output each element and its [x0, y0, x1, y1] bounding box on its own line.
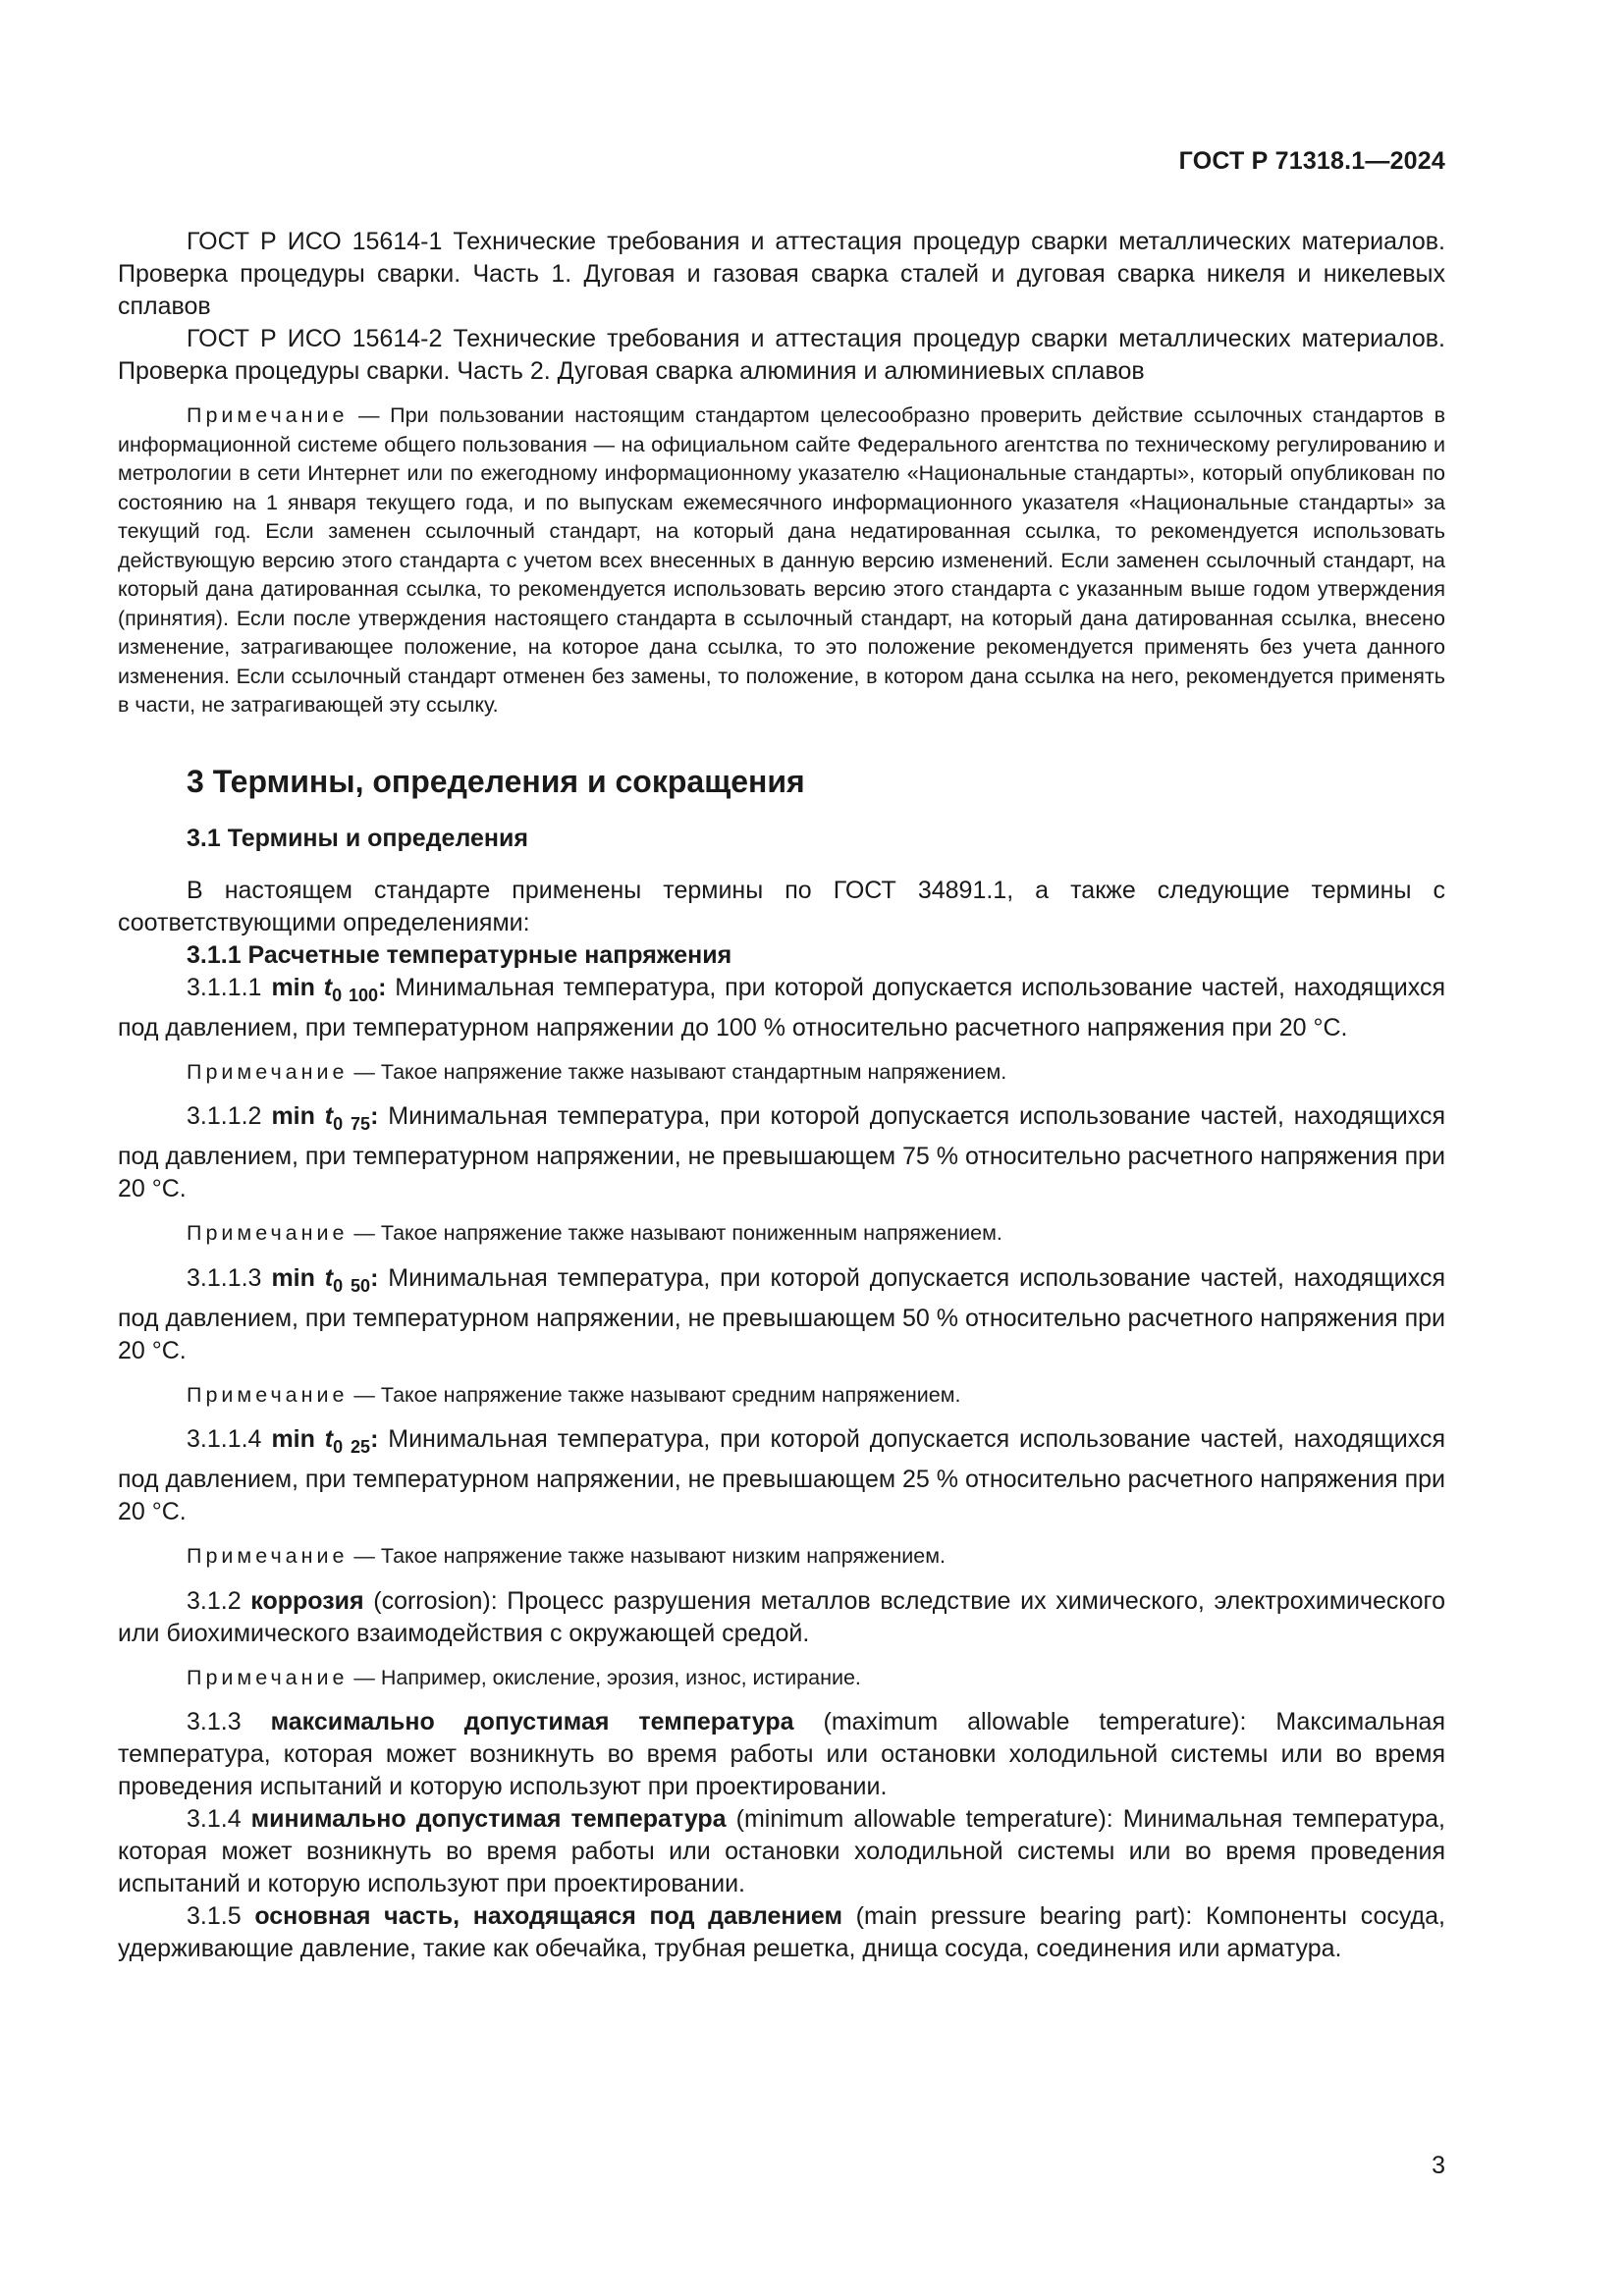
term-note — [118, 1058, 1445, 1088]
term-text: (main pressure bearing part): Компоненты сосуда, удерживающие давление, такие как обечайка, трубная решетка, днища сосуда, соединения или арматура. — [118, 1902, 1445, 1962]
note-text: Такое напряжение также называют стандартным напряжением. — [380, 1059, 1007, 1084]
term-symbol-var: t — [324, 1263, 334, 1292]
term-symbol-var: t — [324, 1102, 334, 1130]
term-symbol-colon: : — [378, 973, 387, 1001]
term-definition — [118, 1900, 1445, 1965]
note-label: Примечание — [187, 1544, 349, 1568]
term-symbol-sub: 0 75 — [333, 1114, 371, 1134]
term-text: Минимальная температура, при которой допускается использование частей, находящихся под давлением, при температурном напряжении, не превышающем 50 % относительно расчетного напряжения при 20 °С. — [118, 1263, 1445, 1364]
subsection-heading: 3.1 Термины и определения — [187, 824, 528, 852]
main-note — [118, 401, 1445, 721]
note-text: При пользовании настоящим стандартом целесообразно проверить действие ссылочных стандартов в информационной системе общего пользования — на официальном сайте Федерального агентства по техническому регулированию и метрологии в сети Интернет или по ежегодному информационному указателю «Национальные стандарты», который опубликован по состоянию на 1 января текущего года, и по выпускам ежемесячного информационного указателя «Национальные стандарты» за текущий год. Если заменен ссылочный стандарт, на который дана недатированная ссылка, то рекомендуется использовать действующую версию этого стандарта с учетом всех внесенных в данную версию изменений. Если заменен ссылочный стандарт, на который дана датированная ссылка, то рекомендуется использовать версию этого стандарта с указанным выше годом утверждения (принятия). Если после утверждения настоящего стандарта в ссылочный стандарт, на который дана датированная ссылка, внесено изменение, затрагивающее положение, на которое дана ссылка, то это положение рекомендуется применять без учета данного изменения. Если ссылочный стандарт отменен без замены, то положение, в котором дана ссылка на него, рекомендуется применять в части, не затрагивающей эту ссылку. — [118, 403, 1445, 717]
section-intro: В настоящем стандарте применены термины по ГОСТ 34891.1, а также следующие термины с соответствующими определениями: — [118, 876, 1445, 936]
term-symbol-colon: : — [370, 1425, 379, 1453]
term-note — [118, 1219, 1445, 1249]
term-definition — [118, 1423, 1445, 1528]
term-text: Минимальная температура, при которой допускается использование частей, находящихся под давлением, при температурном напряжении, не превышающем 75 % относительно расчетного напряжения при 20 °С. — [118, 1102, 1445, 1202]
term-symbol-prefix: min — [271, 1425, 325, 1453]
term-symbol-var: t — [324, 1425, 334, 1453]
term-number: 3.1.4 — [187, 1805, 242, 1833]
page-number: 3 — [1432, 2152, 1445, 2179]
term-definition — [118, 1585, 1445, 1650]
term-note — [118, 1542, 1445, 1572]
term-symbol-sub: 0 100 — [332, 985, 379, 1005]
term-note — [118, 1381, 1445, 1411]
term-number: 3.1.1.4 — [187, 1425, 262, 1453]
term-number: 3.1.5 — [187, 1902, 242, 1930]
note-label: Примечание — [187, 1382, 349, 1407]
section-heading: 3 Термины, определения и сокращения — [187, 763, 805, 799]
term-symbol-colon: : — [370, 1263, 379, 1292]
term-title: минимально допустимая температура — [250, 1805, 727, 1833]
term-number: 3.1.1.3 — [187, 1263, 262, 1292]
term-definition — [118, 1262, 1445, 1367]
note-separator: — — [348, 403, 391, 427]
note-label: Примечание — [187, 403, 349, 427]
term-title: максимально допустимая температура — [270, 1708, 794, 1735]
term-title: коррозия — [250, 1586, 364, 1615]
term-number: 3.1.2 — [187, 1586, 242, 1615]
term-definition — [118, 972, 1445, 1044]
term-definition — [118, 1100, 1445, 1205]
term-number: 3.1.3 — [187, 1708, 242, 1735]
note-text: Такое напряжение также называют пониженным напряжением. — [380, 1221, 1002, 1245]
reference-entry: ГОСТ Р ИСО 15614-2 Технические требования и аттестация процедур сварки металлических материалов. Проверка процедуры сварки. Часть 2. Дуговая сварка алюминия и алюминиевых сплавов — [118, 325, 1445, 385]
note-text: Такое напряжение также называют низким напряжением. — [380, 1544, 947, 1568]
note-separator: — — [348, 1059, 381, 1084]
note-label: Примечание — [187, 1665, 349, 1689]
note-label: Примечание — [187, 1059, 349, 1084]
term-number: 3.1.1.2 — [187, 1102, 262, 1130]
page-content — [118, 226, 1445, 1965]
term-definition — [118, 1706, 1445, 1803]
term-group-heading: 3.1.1 Расчетные температурные напряжения — [187, 940, 732, 969]
note-separator: — — [348, 1221, 381, 1245]
reference-entry: ГОСТ Р ИСО 15614-1 Технические требования и аттестация процедур сварки металлических материалов. Проверка процедуры сварки. Часть 1. Дуговая и газовая сварка сталей и дуговая сварка никеля и никелевых сплавов — [118, 228, 1445, 320]
term-symbol-sub: 0 25 — [333, 1437, 371, 1457]
term-definition — [118, 1803, 1445, 1900]
term-title: основная часть, находящаяся под давлением — [254, 1902, 842, 1930]
term-text: (maximum allowable temperature): Максимальная температура, которая может возникнуть во время работы или остановки холодильной системы или во время проведения испытаний и которую используют при проектировании. — [118, 1708, 1445, 1800]
term-text: (corrosion): Процесс разрушения металлов вследствие их химического, электрохимического или биохимического взаимодействия с окружающей средой. — [118, 1586, 1445, 1647]
note-separator: — — [348, 1382, 381, 1407]
term-symbol-sub: 0 50 — [333, 1275, 371, 1296]
term-text: Минимальная температура, при которой допускается использование частей, находящихся под давлением, при температурном напряжении, не превышающем 25 % относительно расчетного напряжения при 20 °С. — [118, 1425, 1445, 1525]
note-text: Например, окисление, эрозия, износ, истирание. — [380, 1665, 861, 1689]
document-header: ГОСТ Р 71318.1—2024 — [1178, 147, 1445, 175]
term-symbol-colon: : — [370, 1102, 379, 1130]
note-label: Примечание — [187, 1221, 349, 1245]
note-text: Такое напряжение также называют средним напряжением. — [380, 1382, 961, 1407]
term-symbol — [271, 973, 387, 1005]
term-symbol-prefix: min — [271, 973, 324, 1001]
term-symbol — [271, 1263, 379, 1296]
term-number: 3.1.1.1 — [187, 973, 262, 1001]
term-text: Минимальная температура, при которой допускается использование частей, находящихся под давлением, при температурном напряжении до 100 % относительно расчетного напряжения при 20 °С. — [118, 973, 1445, 1041]
term-note — [118, 1664, 1445, 1693]
term-symbol-var: t — [323, 973, 333, 1001]
note-separator: — — [348, 1665, 381, 1689]
note-separator: — — [348, 1544, 381, 1568]
term-symbol-prefix: min — [271, 1102, 325, 1130]
term-symbol-prefix: min — [271, 1263, 325, 1292]
term-symbol — [271, 1425, 379, 1457]
term-text: (minimum allowable temperature): Минимальная температура, которая может возникнуть во время работы или остановки холодильной системы или во время проведения испытаний и которую используют при проектировании. — [118, 1805, 1445, 1897]
term-symbol — [271, 1102, 379, 1134]
